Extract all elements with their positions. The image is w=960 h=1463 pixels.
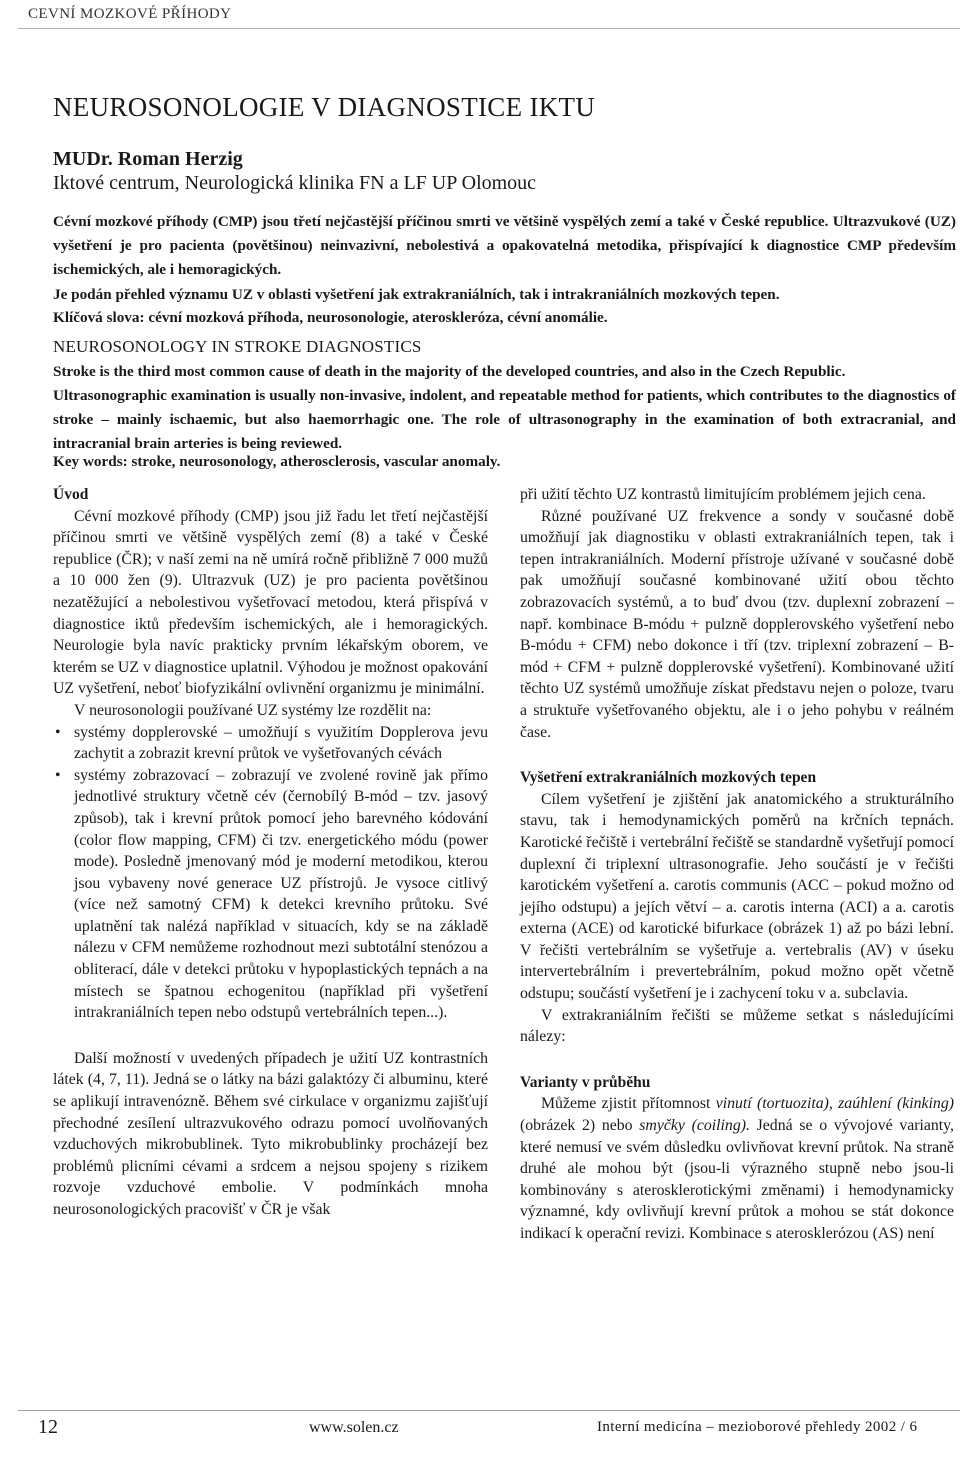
contrast-paragraph: Další možností v uvedených případech je užití UZ kontrastních látek (4, 7, 11). Jedná se o látky na bázi galaktózy či albuminu, které se aplikují intravenózně. Během své cirkulace v organizmu zajišťují přechodné zesílení ultrazvukového odrazu pomocí uvolňovaných vzduchových mikrobublinek. Tyto mikrobublinky procházejí bez problémů plicními cévami a srdcem a nejsou spojeny s rizikem rozvoje vzduchové embolie. V podmínkách mnoha neurosonologických pracovišť v ČR je však bbox=[53, 1049, 488, 1218]
variants-text: (obrázek 2) nebo bbox=[520, 1117, 640, 1135]
author-name: MUDr. Roman Herzig bbox=[53, 148, 243, 170]
spacer bbox=[520, 1048, 954, 1072]
variants-text: Jedná se o vývojové varianty, které nemusí ve svém důsledku ovlivňovat krevní průtok. Na straně druhé ale mohou být (jsou-li výrazného stupně nebo jsou-li kombinovány s aterosklerotickými změnami) i hemodynamicky významné, kdy ovlivňují krevní průtok a mohou se stát dokonce indikací k operační revizi. Kombinace s aterosklerózou (AS) není bbox=[520, 1117, 954, 1242]
spacer bbox=[53, 1024, 488, 1048]
abstract-en-text: Ultrasonographic examination is usually non-invasive, indolent, and repeatable method for patients, which contributes to the diagnostics of stroke – mainly ischaemic, but also haemorrhagic one. The role of ultrasonography in the examination of both extracranial, and intracranial brain arteries is being reviewed. bbox=[53, 387, 956, 453]
variants-term-coiling: smyčky (coiling). bbox=[639, 1117, 750, 1135]
systems-paragraph: V neurosonologii používané UZ systémy lze rozdělit na: bbox=[74, 701, 432, 719]
footer-divider bbox=[18, 1410, 960, 1411]
list-item-doppler: • systémy dopplerovské – umožňují s využitím Dopplerova jevu zachytit a zobrazit krevní průtok ve vyšetřovaných cévách bbox=[53, 722, 488, 765]
running-header bbox=[18, 2, 960, 29]
abstract-cz-summary: Je podán přehled významu UZ v oblasti vyšetření jak extrakraniálních, tak i intrakraniálních mozkových tepen. bbox=[53, 286, 780, 303]
abstract-en-intro: Stroke is the third most common cause of death in the majority of the developed countries, and also in the Czech Republic. bbox=[53, 363, 846, 380]
variants-heading: Varianty v průběhu bbox=[520, 1073, 651, 1091]
abstract-cz-text: Cévní mozkové příhody (CMP) jsou třetí nejčastější příčinou smrti ve většině vyspělých zemí a také v České republice. Ultrazvukové (UZ) vyšetření je pro pacienta (povětšinou) neinvazivní, nebolestivá a opakovatelná metodika, přispívající k diagnostice CMP především ischemických, ale i hemoragických. bbox=[53, 213, 956, 279]
extracranial-paragraph: Cílem vyšetření je zjištění jak anatomického a strukturálního stavu, tak i hemodynamických poměrů na krčních tepnách. Karotické řečiště i vertebrální řečiště se standardně vyšetřují pomocí duplexní či triplexní ultrasonografie. Jeho součástí je v řečišti karotickém vyšetření a. carotis communis (ACC – pokud možno od jejího odstupu) a jejích větví – a. carotis interna (ACI) a a. carotis externa (ACE) od karotické bifurkace (obrázek 1) až po bázi lební. V řečišti vertebrálním se vyšetřuje a. vertebralis (AV) v úseku intervertebrálním i prevertebrálním, pokud možno opět včetně odstupu; součástí vyšetření je i zachycení toku v a. subclavia. bbox=[520, 790, 954, 1003]
variants-term-tortuosity: vinutí (tortuozita), zaúhlení (kinking) bbox=[715, 1095, 954, 1113]
extracranial-heading: Vyšetření extrakraniálních mozkových tepen bbox=[520, 769, 817, 787]
variants-paragraph bbox=[520, 1093, 954, 1244]
contrast-continued: při užití těchto UZ kontrastů limitujícím problémem jejich cena. bbox=[520, 486, 926, 503]
frequencies-paragraph: Různé používané UZ frekvence a sondy v současné době umožňují jak diagnostiku v oblasti extrakraniálních tepen, tak i tepen intrakraniálních. Moderní přístroje užívané v současné době pak umožňují současné kombinované užití obou těchto zobrazovacích systémů, a to buď dvou (tzv. duplexní zobrazení – např. kombinace B-módu + pulzně dopplerovského vyšetření nebo B-módu + CFM) nebo dokonce i tří (tzv. triplexní zobrazení – B-mód + CFM + pulzně dopplerovské vyšetření). Kombinované užití těchto UZ systémů umožňuje získat představu nejen o poloze, tvaru a struktuře vyšetřovaného objektu, ale i o jeho pohybu v reálném čase. bbox=[520, 507, 954, 741]
spacer bbox=[520, 743, 954, 767]
website-link[interactable]: www.solen.cz bbox=[309, 1419, 399, 1436]
intro-heading: Úvod bbox=[53, 486, 89, 503]
left-column bbox=[53, 484, 488, 1221]
right-column bbox=[520, 484, 954, 1245]
journal-name: Interní medicína – mezioborové přehledy 2002 / 6 bbox=[597, 1419, 918, 1435]
systems-list bbox=[53, 722, 488, 1024]
list-item-imaging: • systémy zobrazovací – zobrazují ve zvolené rovině jak přímo jednotlivé struktury včetně cév (černobílý B-mód – tzv. jasový způsob), tak i krevní průtok pomocí jeho barevného kódování (color flow mapping, CFM) či tzv. energetického módu (power mode). Posledně jmenovaný mód je moderní metodikou, kterou jsou vybaveny nové generace UZ přístrojů. Je vysoce citlivý (více než samotný CFM) k detekci krevního průtoku. Své uplatnění tak nalézá například v situacích, kdy se na základě nálezu v CFM nemůžeme rozhodnout mezi subtotální stenózou a obliterací, dále v detekci průtoku v hypoplastických tepnách a na místech se špatnou echogenitou (například při vyšetření intrakraniálních tepen nebo odstupů vertebrálních tepen...). bbox=[53, 765, 488, 1024]
article-title: NEUROSONOLOGIE V DIAGNOSTICE IKTU bbox=[53, 92, 596, 122]
intro-paragraph: Cévní mozkové příhody (CMP) jsou již řadu let třetí nejčastější příčinou smrti ve většině vyspělých zemí (8) a také v České republice (ČR); v naší zemi na ně umírá ročně přibližně 7 000 mužů a 10 000 žen (9). Ultrazvuk (UZ) je pro pacienta povětšinou nezatěžující a nebolestivou vyšetřovací metodou, která přispívá v diagnostice iktů především ischemických, ale i hemoragických. Neurologie byla navíc prakticky prvním lékařským oborem, ve kterém se UZ v diagnostice uplatnil. Výhodou je možnost opakování UZ vyšetření, neboť biofyzikální ovlivnění organizmu je minimální. bbox=[53, 507, 488, 698]
author-affiliation: Iktové centrum, Neurologická klinika FN a LF UP Olomouc bbox=[53, 172, 537, 194]
section-label: CEVNÍ MOZKOVÉ PŘÍHODY bbox=[28, 6, 232, 22]
variants-text: Můžeme zjistit přítomnost bbox=[541, 1095, 716, 1113]
english-title: NEUROSONOLOGY IN STROKE DIAGNOSTICS bbox=[53, 337, 422, 356]
findings-paragraph: V extrakraniálním řečišti se můžeme setkat s následujícími nálezy: bbox=[520, 1006, 954, 1046]
keywords-cz: Klíčová slova: cévní mozková příhoda, neurosonologie, ateroskleróza, cévní anomálie. bbox=[53, 309, 608, 326]
page-number: 12 bbox=[38, 1416, 58, 1438]
keywords-en: Key words: stroke, neurosonology, atherosclerosis, vascular anomaly. bbox=[53, 453, 501, 470]
